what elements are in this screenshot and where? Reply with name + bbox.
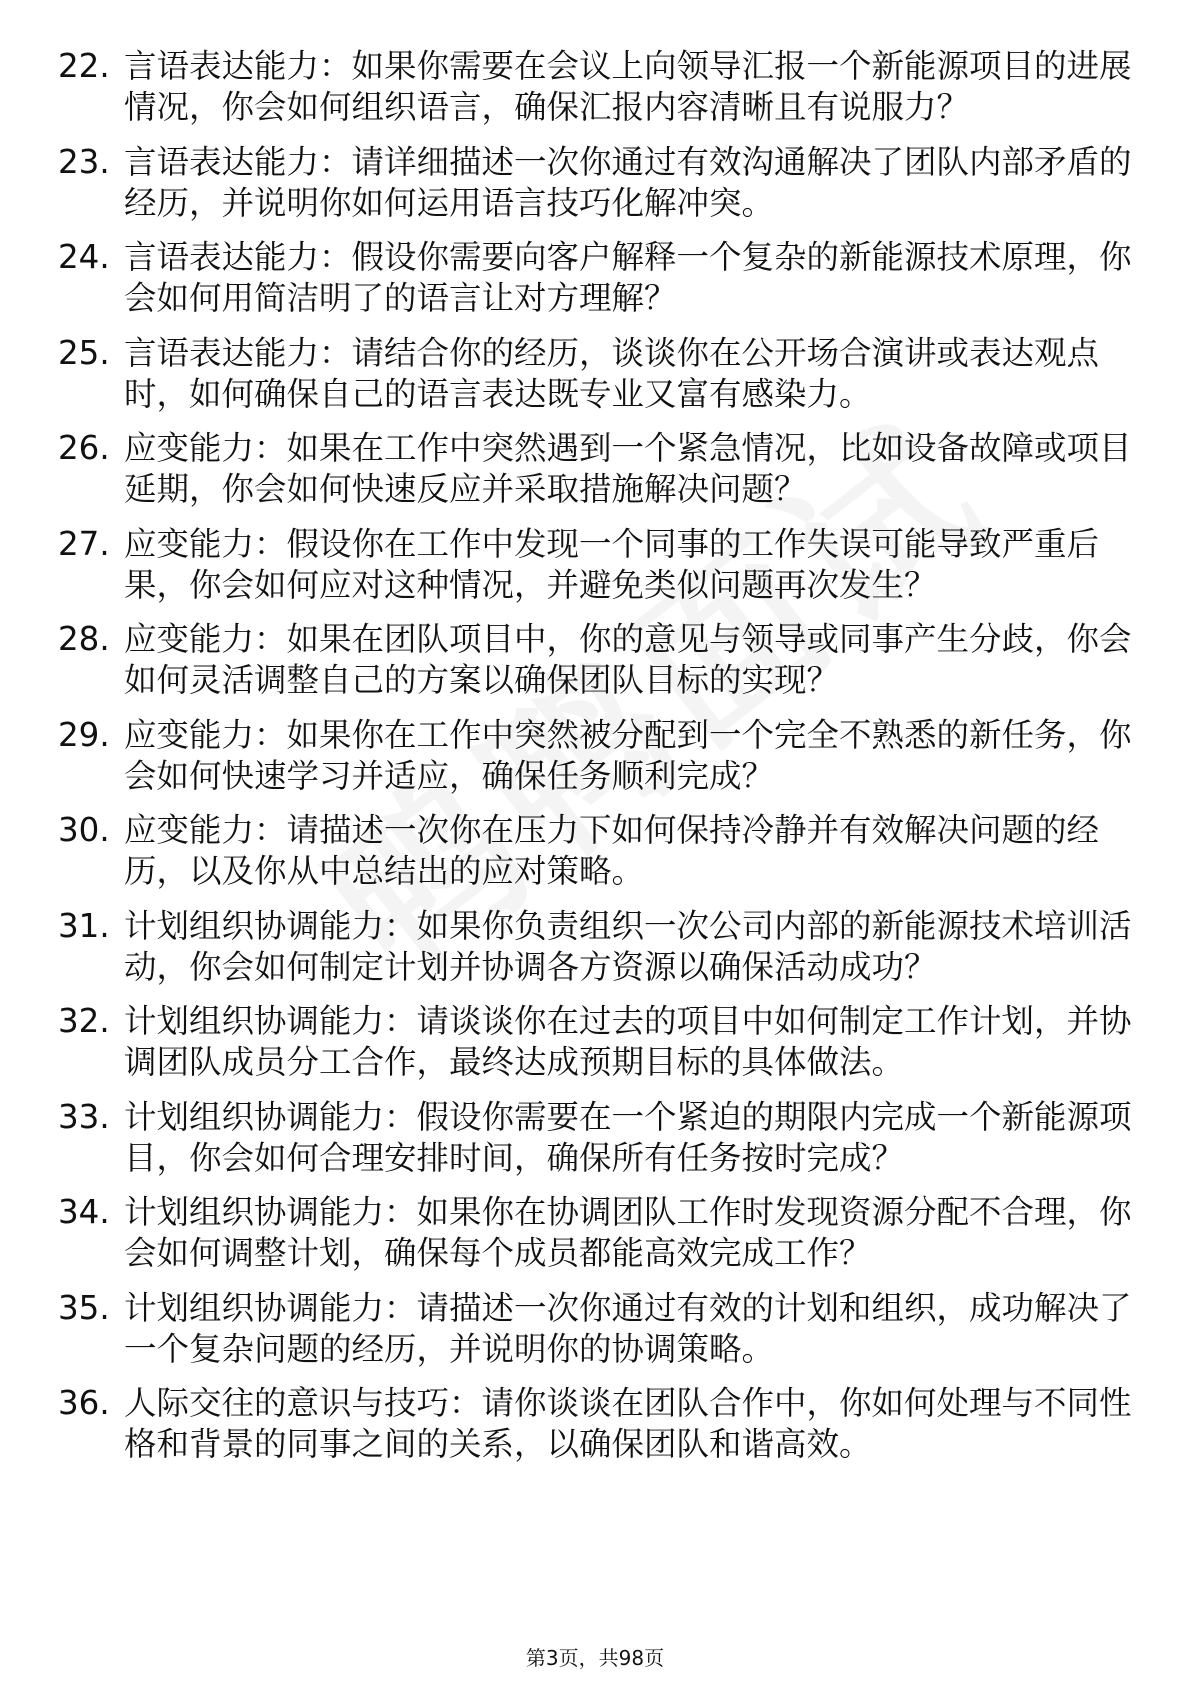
question-number: 24.	[58, 238, 110, 276]
question-number: 27.	[58, 524, 110, 563]
question-text: 计划组织协调能力：假设你需要在一个紧迫的期限内完成一个新能源项目，你会如何合理安排时间，确保所有任务按时完成？	[124, 1097, 1132, 1177]
question-item	[58, 333, 1138, 415]
question-text: 言语表达能力：请详细描述一次你通过有效沟通解决了团队内部矛盾的经历，并说明你如何运用语言技巧化解冲突。	[124, 142, 1132, 222]
question-item	[58, 46, 1138, 128]
question-text: 应变能力：请描述一次你在压力下如何保持冷静并有效解决问题的经历，以及你从中总结出的应对策略。	[124, 811, 1100, 890]
question-text: 计划组织协调能力：如果你在协调团队工作时发现资源分配不合理，你会如何调整计划，确保每个成员都能高效完成工作？	[124, 1193, 1132, 1272]
question-item	[58, 1001, 1138, 1083]
question-number: 25.	[58, 333, 110, 372]
question-text: 言语表达能力：假设你需要向客户解释一个复杂的新能源技术原理，你会如何用简洁明了的语言让对方理解？	[124, 238, 1132, 317]
page-footer	[0, 1646, 1190, 1670]
question-text: 应变能力：如果在团队项目中，你的意见与领导或同事产生分歧，你会如何灵活调整自己的方案以确保团队目标的实现？	[124, 620, 1132, 699]
question-text: 计划组织协调能力：请谈谈你在过去的项目中如何制定工作计划，并协调团队成员分工合作，最终达成预期目标的具体做法。	[124, 1002, 1132, 1081]
question-text: 应变能力：如果在工作中突然遇到一个紧急情况，比如设备故障或项目延期，你会如何快速反应并采取措施解决问题？	[124, 429, 1132, 508]
question-item	[58, 142, 1138, 224]
question-number: 23.	[58, 142, 110, 181]
question-text: 应变能力：假设你在工作中发现一个同事的工作失误可能导致严重后果，你会如何应对这种情况，并避免类似问题再次发生？	[124, 524, 1100, 604]
question-number: 34.	[58, 1193, 110, 1231]
question-item	[58, 810, 1138, 892]
page-number-label: 第3页，共98页	[525, 1646, 665, 1670]
question-number: 29.	[58, 715, 110, 754]
question-item	[58, 906, 1138, 988]
question-text: 人际交往的意识与技巧：请你谈谈在团队合作中，你如何处理与不同性格和背景的同事之间的关系，以确保团队和谐高效。	[124, 1384, 1132, 1463]
question-list	[58, 46, 1138, 1479]
question-item	[58, 1192, 1138, 1274]
question-number: 35.	[58, 1288, 110, 1327]
question-item	[58, 619, 1138, 701]
question-number: 32.	[58, 1002, 110, 1040]
question-text: 应变能力：如果你在工作中突然被分配到一个完全不熟悉的新任务，你会如何快速学习并适应，确保任务顺利完成？	[124, 715, 1132, 795]
question-item	[58, 428, 1138, 510]
question-number: 26.	[58, 429, 110, 467]
question-number: 28.	[58, 620, 110, 658]
question-item	[58, 1097, 1138, 1179]
question-item	[58, 715, 1138, 797]
question-text: 计划组织协调能力：请描述一次你通过有效的计划和组织，成功解决了一个复杂问题的经历，并说明你的协调策略。	[124, 1288, 1132, 1368]
question-number: 36.	[58, 1384, 110, 1422]
question-text: 言语表达能力：请结合你的经历，谈谈你在公开场合演讲或表达观点时，如何确保自己的语言表达既专业又富有感染力。	[124, 333, 1100, 413]
question-number: 30.	[58, 811, 110, 849]
question-text: 计划组织协调能力：如果你负责组织一次公司内部的新能源技术培训活动，你会如何制定计划并协调各方资源以确保活动成功？	[124, 906, 1132, 986]
question-item	[58, 237, 1138, 319]
question-number: 22.	[58, 47, 110, 85]
question-number: 33.	[58, 1097, 110, 1136]
question-item	[58, 524, 1138, 606]
question-item	[58, 1288, 1138, 1370]
question-item	[58, 1383, 1138, 1465]
question-text: 言语表达能力：如果你需要在会议上向领导汇报一个新能源项目的进展情况，你会如何组织语言，确保汇报内容清晰且有说服力？	[124, 47, 1132, 126]
question-number: 31.	[58, 906, 110, 945]
